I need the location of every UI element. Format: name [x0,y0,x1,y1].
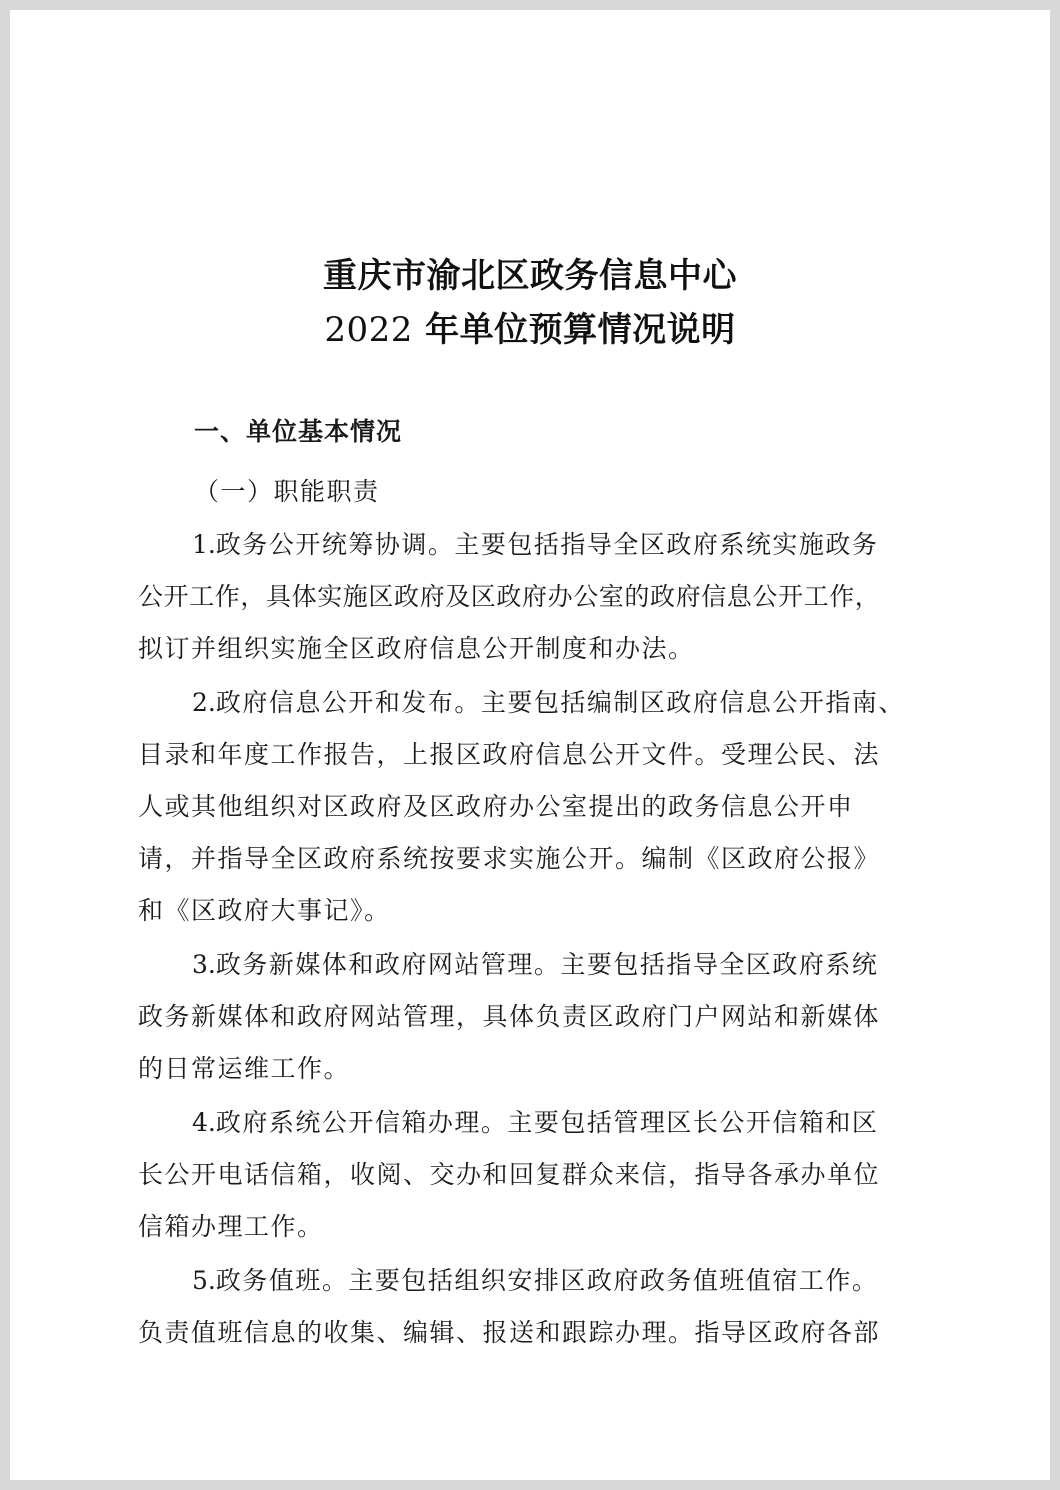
item-5-line-2: 负责值班信息的收集、编辑、报送和跟踪办理。指导区政府各部 [138,1318,881,1347]
title-line2-text: 年单位预算情况说明 [412,310,736,350]
item-text: 政务公开统筹协调。主要包括指导全区政府系统实施政务 [215,530,879,559]
item-4-line-2: 长公开电话信箱，收阅、交办和回复群众来信，指导各承办单位 [138,1160,881,1189]
item-2-line-4: 请，并指导全区政府系统按要求实施公开。编制《区政府公报》 [138,844,881,873]
item-2-line-2: 目录和年度工作报告，上报区政府信息公开文件。受理公民、法 [138,740,881,769]
item-number: 1. [192,530,216,559]
item-text: 政府信息公开和发布。主要包括编制区政府信息公开指南、 [215,688,905,717]
item-3-line-1 [192,948,878,982]
section-heading: 一、单位基本情况 [194,417,403,446]
item-2-line-1 [192,686,905,720]
item-5-line-1 [192,1264,878,1298]
subsection-heading: （一）职能职责 [194,477,380,506]
item-4-line-3: 信箱办理工作。 [138,1212,324,1241]
item-text: 政务值班。主要包括组织安排区政府政务值班值宿工作。 [215,1266,879,1295]
document-page [10,10,1050,1480]
item-1-line-1 [192,528,878,562]
item-3-line-2: 政务新媒体和政府网站管理，具体负责区政府门户网站和新媒体 [138,1002,881,1031]
item-number: 5. [192,1266,216,1295]
item-number: 2. [192,688,216,717]
item-1-line-3: 拟订并组织实施全区政府信息公开制度和办法。 [138,634,695,663]
item-text: 政府系统公开信箱办理。主要包括管理区长公开信箱和区 [215,1108,879,1137]
item-text: 政务新媒体和政府网站管理。主要包括指导全区政府系统 [215,950,879,979]
item-3-line-3: 的日常运维工作。 [138,1054,351,1083]
item-4-line-1 [192,1106,878,1140]
item-1-line-2: 公开工作，具体实施区政府及区政府办公室的政府信息公开工作， [138,582,881,611]
item-2-line-5: 和《区政府大事记》。 [138,896,391,925]
item-number: 3. [192,950,216,979]
item-number: 4. [192,1108,216,1137]
document-title-line1: 重庆市渝北区政务信息中心 [323,256,737,296]
item-2-line-3: 人或其他组织对区政府及区政府办公室提出的政务信息公开申 [138,792,854,821]
document-title-line2 [10,302,1050,351]
title-year: 2022 [324,310,413,350]
